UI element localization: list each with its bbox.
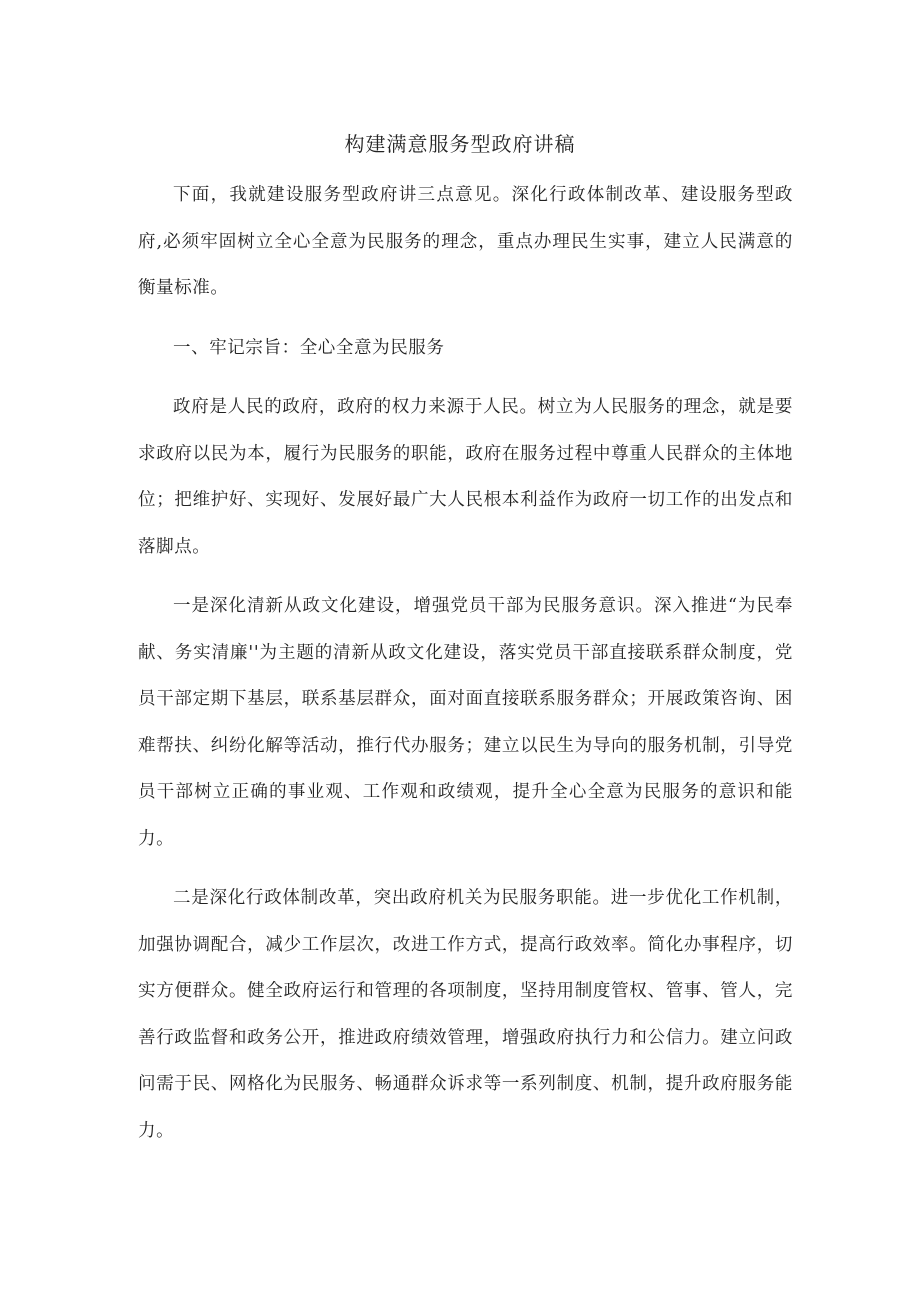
paragraph-point-two: 二是深化行政体制改革，突出政府机关为民服务职能。进一步优化工作机制，加强协调配合，减少工作层次，改进工作方式，提高行政效率。简化办事程序，切实方便群众。健全政府运行和管理的各项制度，坚持用制度管权、管事、管人，完善行政监督和政务公开，推进政府绩效管理，增强政府执行力和公信力。建立问政问需于民、网格化为民服务、畅通群众诉求等一系列制度、机制，提升政府服务能力。: [138, 888, 793, 1141]
paragraph-point-one: 一是深化清新从政文化建设，增强党员干部为民服务意识。深入推进“为民奉献、务实清廉''为主题的清新从政文化建设，落实党员干部直接联系群众制度，党员干部定期下基层，联系基层群众，面对面直接联系服务群众；开展政策咨询、困难帮扶、纠纷化解等活动，推行代办服务；建立以民生为导向的服务机制，引导党员干部树立正确的事业观、工作观和政绩观，提升全心全意为民服务的意识和能力。: [138, 596, 793, 849]
section-heading-1: 一、牢记宗旨：全心全意为民服务: [173, 337, 445, 358]
document-title: 构建满意服务型政府讲稿: [344, 132, 576, 156]
paragraph-government-of-people: 政府是人民的政府，政府的权力来源于人民。树立为人民服务的理念，就是要求政府以民为本，履行为民服务的职能，政府在服务过程中尊重人民群众的主体地位；把维护好、实现好、发展好最广大人民根本利益作为政府一切工作的出发点和落脚点。: [138, 397, 793, 557]
paragraph-intro: 下面，我就建设服务型政府讲三点意见。深化行政体制改革、建设服务型政府,必须牢固树立全心全意为民服务的理念，重点办理民生实事，建立人民满意的衡量标准。: [138, 185, 793, 298]
document-body: [138, 172, 793, 1167]
